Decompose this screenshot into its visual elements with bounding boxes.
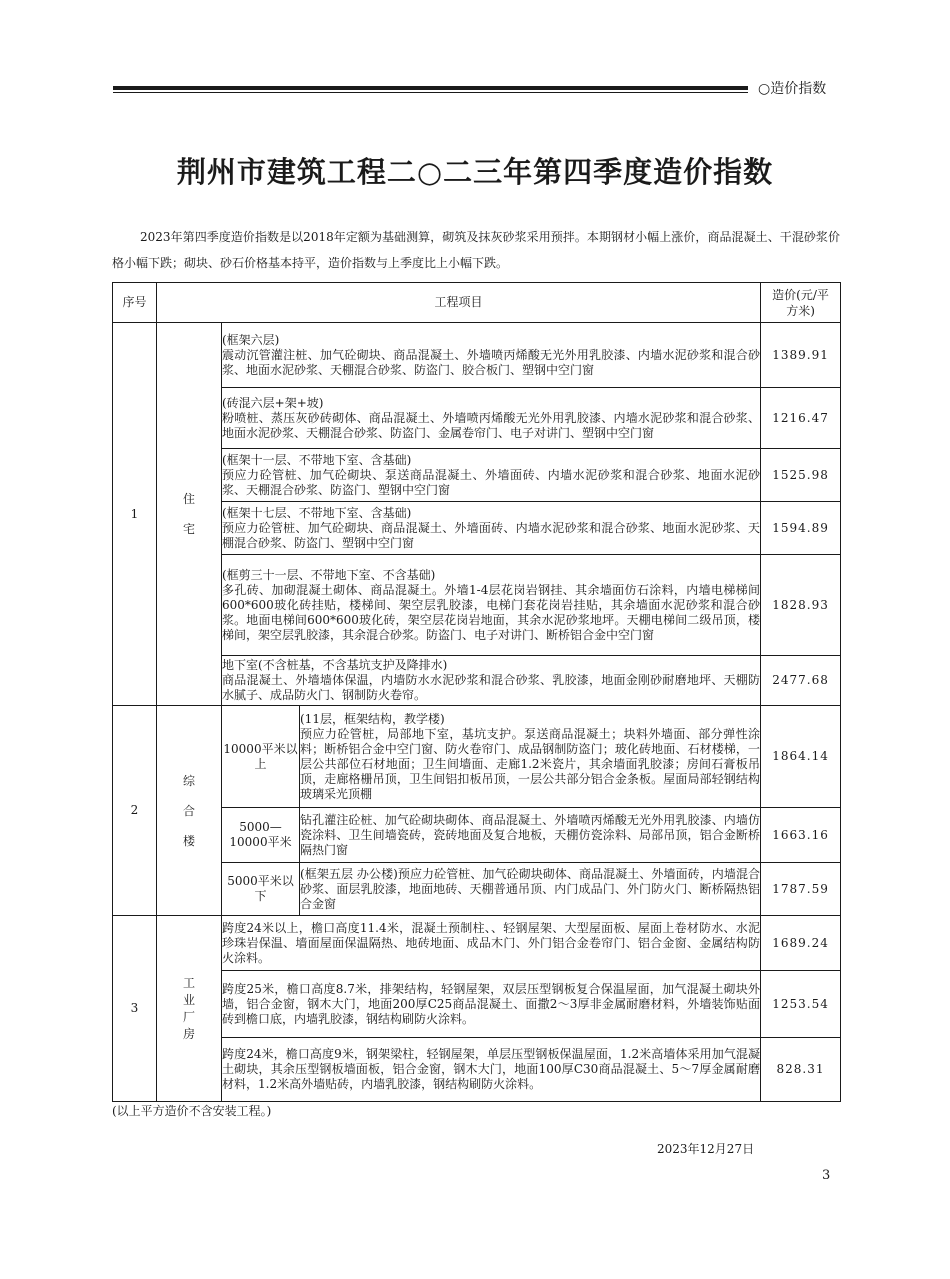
- page-number: 3: [822, 1168, 831, 1183]
- row-description: 跨度24米，檐口高度9米，钢架梁柱，轻钢屋架，单层压型钢板保温屋面，1.2米高墙体采用加气混凝土砌块，其余压型钢板墙面板，铝合金窗，钢木大门，地面100厚C30商品混凝土、5～7厚金属耐磨材料，1.2米高外墙贴砖，内墙乳胶漆，钢结构刷防火涂料。: [222, 1038, 761, 1102]
- row-price: 1594.89: [761, 502, 841, 555]
- table-row: [113, 323, 841, 388]
- footnote: (以上平方造价不含安装工程。): [112, 1104, 272, 1118]
- row-size-range: 10000平米以上: [222, 706, 300, 808]
- row-description: 跨度24米以上，檐口高度11.4米，混凝土预制柱、、轻钢屋架、大型屋面板、屋面上卷材防水、水泥珍珠岩保温、墙面屋面保温隔热、地砖地面、成品木门、外门铝合金卷帘门、铝合金窗、金属结构防火涂料。: [222, 916, 761, 971]
- group-category: 综 合 楼: [157, 706, 222, 916]
- table-row: [113, 656, 841, 706]
- table-row: [113, 1038, 841, 1102]
- row-price: 1663.16: [761, 808, 841, 863]
- header-price: 造价(元/平方米): [761, 283, 841, 323]
- row-description: (框架六层) 震动沉管灌注桩、加气砼砌块、商品混凝土、外墙喷丙烯酸无光外用乳胶漆、内墙水泥砂浆和混合砂浆、地面水泥砂浆、天棚混合砂浆、防盗门、胶合板门、塑钢中空门窗: [222, 323, 761, 388]
- cost-index-table: [112, 282, 841, 1102]
- group-seq: 2: [113, 706, 157, 916]
- table-row: [113, 502, 841, 555]
- publish-date: 2023年12月27日: [657, 1142, 755, 1156]
- intro-paragraph: 2023年第四季度造价指数是以2018年定额为基础测算，砌筑及抹灰砂浆采用预拌。本期钢材小幅上涨价，商品混凝土、干混砂浆价格小幅下跌；砌块、砂石价格基本持平，造价指数与上季度比上小幅下跌。: [112, 230, 840, 270]
- row-price: 1525.98: [761, 449, 841, 502]
- header-seq: 序号: [113, 283, 157, 323]
- row-price: 1253.54: [761, 971, 841, 1038]
- row-price: 2477.68: [761, 656, 841, 706]
- row-description: 钻孔灌注砼桩、加气砼砌块砌体、商品混凝土、外墙喷丙烯酸无光外用乳胶漆、内墙仿瓷涂料、卫生间墙瓷砖，瓷砖地面及复合地板，天棚仿瓷涂料、局部吊顶，铝合金断桥隔热门窗: [300, 808, 761, 863]
- row-size-range: 5000—10000平米: [222, 808, 300, 863]
- row-description: (框架十七层、不带地下室、含基础) 预应力砼管桩、加气砼砌块、商品混凝土、外墙面砖、内墙水泥砂浆和混合砂浆、地面水泥砂浆、天棚混合砂浆、防盗门、塑钢中空门窗: [222, 502, 761, 555]
- row-description: (砖混六层+架+坡) 粉喷桩、蒸压灰砂砖砌体、商品混凝土、外墙喷丙烯酸无光外用乳胶漆、内墙水泥砂浆和混合砂浆、地面水泥砂浆、天棚混合砂浆、防盗门、金属卷帘门、电子对讲门、塑钢中空门窗: [222, 388, 761, 449]
- row-price: 1389.91: [761, 323, 841, 388]
- table-row: [113, 388, 841, 449]
- section-label: ○造价指数: [758, 81, 827, 97]
- row-price: 1787.59: [761, 863, 841, 916]
- header-rule-thick: [113, 86, 748, 90]
- header-project: 工程项目: [157, 283, 761, 323]
- row-description: (框剪三十一层、不带地下室、不含基础) 多孔砖、加砌混凝土砌体、商品混凝土。外墙1-4层花岗岩钢挂、其余墙面仿石涂料，内墙电梯梯间600*600玻化砖挂贴，楼梯间、架空层乳胶漆，电梯门套花岗岩挂贴，其余墙面水泥砂浆和混合砂浆。地面电梯间600*600玻化砖，架空层花岗岩地面，其余水泥砂浆地坪。天棚电梯间二级吊顶，楼梯间，架空层乳胶漆，其余混合砂浆。防盗门、电子对讲门、断桥铝合金中空门窗: [222, 555, 761, 656]
- table-row: [113, 555, 841, 656]
- group-category: 住 宅: [157, 323, 222, 706]
- table-row: [113, 971, 841, 1038]
- page-title: 荆州市建筑工程二○二三年第四季度造价指数: [176, 155, 774, 189]
- row-price: 1864.14: [761, 706, 841, 808]
- table-row: [113, 706, 841, 808]
- row-description: (框架十一层、不带地下室、含基础) 预应力砼管桩、加气砼砌块、泵送商品混凝土、外墙面砖、内墙水泥砂浆和混合砂浆、地面水泥砂浆、天棚混合砂浆、防盗门、塑钢中空门窗: [222, 449, 761, 502]
- group-seq: 1: [113, 323, 157, 706]
- group-seq: 3: [113, 916, 157, 1102]
- row-price: 1828.93: [761, 555, 841, 656]
- table-row: [113, 808, 841, 863]
- table-row: [113, 916, 841, 971]
- row-description: (框架五层 办公楼)预应力砼管桩、加气砼砌块砌体、商品混凝土、外墙面砖，内墙混合砂浆、面层乳胶漆，地面地砖、天棚普通吊顶、内门成品门、外门防火门、断桥隔热铝合金窗: [300, 863, 761, 916]
- group-category: 工 业 厂 房: [157, 916, 222, 1102]
- header-rule-thin: [113, 92, 748, 93]
- row-description: 地下室(不含桩基，不含基坑支护及降排水) 商品混凝土、外墙墙体保温，内墙防水水泥砂浆和混合砂浆、乳胶漆，地面金刚砂耐磨地坪、天棚防水腻子、成品防火门、钢制防火卷帘。: [222, 656, 761, 706]
- row-size-range: 5000平米以下: [222, 863, 300, 916]
- row-description: (11层，框架结构，教学楼) 预应力砼管桩，局部地下室，基坑支护。泵送商品混凝土；块料外墙面、部分弹性涂料；断桥铝合金中空门窗、防火卷帘门、成品钢制防盗门；玻化砖地面、石材楼梯，一层公共部位石材地面；卫生间墙面、走廊1.2米瓷片，其余墙面乳胶漆；房间石膏板吊顶，走廊格栅吊顶，卫生间铝扣板吊顶，一层公共部分铝合金条板。屋面局部轻钢结构玻璃采光顶棚: [300, 706, 761, 808]
- table-header-row: [113, 283, 841, 323]
- row-price: 1216.47: [761, 388, 841, 449]
- table-row: [113, 863, 841, 916]
- row-price: 1689.24: [761, 916, 841, 971]
- table-row: [113, 449, 841, 502]
- row-description: 跨度25米，檐口高度8.7米，排架结构，轻钢屋架，双层压型钢板复合保温屋面，加气混凝土砌块外墙，铝合金窗，钢木大门，地面200厚C25商品混凝土、面撒2～3厚非金属耐磨材料，外墙装饰贴面砖到檐口底，内墙乳胶漆，钢结构刷防火涂料。: [222, 971, 761, 1038]
- row-price: 828.31: [761, 1038, 841, 1102]
